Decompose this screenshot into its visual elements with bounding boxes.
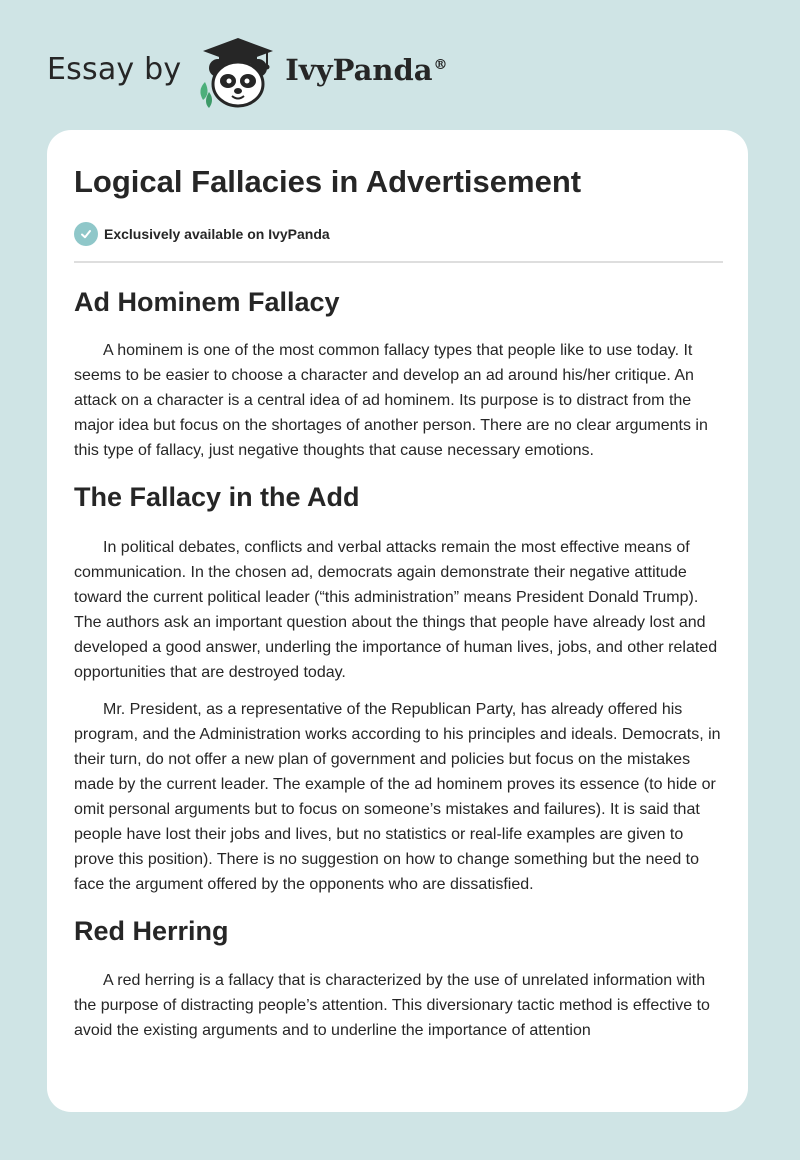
paragraph: Mr. President, as a representative of the Republican Party, has already offered his program, and the Administration works according to his principles and ideals. Democrats, in their turn, do not offer a new plan of government and policies but focus on the mistakes made by the current leader. The example of the ad hominem proves its essence (to hide or omit personal arguments but to focus on someone’s mistakes and failures). It is said that people have lost their jobs and lives, but no statistics or real-life examples are given to prove this position). There is no suggestion on how to change something but the need to face the argument offered by the opponents who are dissatisfied. bbox=[74, 701, 721, 893]
paragraph: A hominem is one of the most common fallacy types that people like to use today. It seems to be easier to choose a character and develop an ad around his/her critique. An attack on a character is a central idea of ad hominem. Its purpose is to distract from the major idea but focus on the shortages of another person. There are no clear arguments in this type of fallacy, just negative thoughts that cause necessary emotions. bbox=[74, 342, 708, 459]
page-title: Logical Fallacies in Advertisement bbox=[74, 164, 582, 199]
paragraph: A red herring is a fallacy that is characterized by the use of unrelated information with the purpose of distracting people’s attention. This diversionary tactic method is effective to avoid the existing arguments and to underline the importance of attention bbox=[74, 972, 710, 1039]
brand-name bbox=[285, 53, 447, 87]
exclusive-badge bbox=[74, 222, 330, 246]
brand-prefix: Essay by bbox=[47, 51, 182, 87]
exclusive-badge-label: Exclusively available on IvyPanda bbox=[104, 226, 330, 242]
title-divider bbox=[74, 261, 723, 263]
paragraph: In political debates, conflicts and verbal attacks remain the most effective means of communication. In the chosen ad, democrats again demonstrate their negative attitude toward the current political leader (“this administration” means President Donald Trump). The authors ask an important question about the things that people have already lost and developed a good answer, underling the importance of human lives, jobs, and other related opportunities that are destroyed today. bbox=[74, 539, 718, 681]
panda-mascot-icon bbox=[195, 34, 281, 110]
brand-logo[interactable] bbox=[47, 34, 448, 110]
section-heading: The Fallacy in the Add bbox=[74, 482, 360, 512]
check-circle-icon bbox=[74, 222, 98, 246]
brand-name-text: IvyPanda bbox=[285, 53, 433, 87]
section-fallacy-in-add bbox=[74, 475, 723, 897]
essay-card bbox=[47, 130, 748, 1112]
section-red-herring bbox=[74, 909, 723, 1043]
section-ad-hominem bbox=[74, 280, 723, 463]
registered-mark: ® bbox=[433, 57, 448, 74]
section-heading: Red Herring bbox=[74, 916, 229, 946]
section-heading: Ad Hominem Fallacy bbox=[74, 287, 340, 317]
essay-content bbox=[74, 280, 723, 1055]
